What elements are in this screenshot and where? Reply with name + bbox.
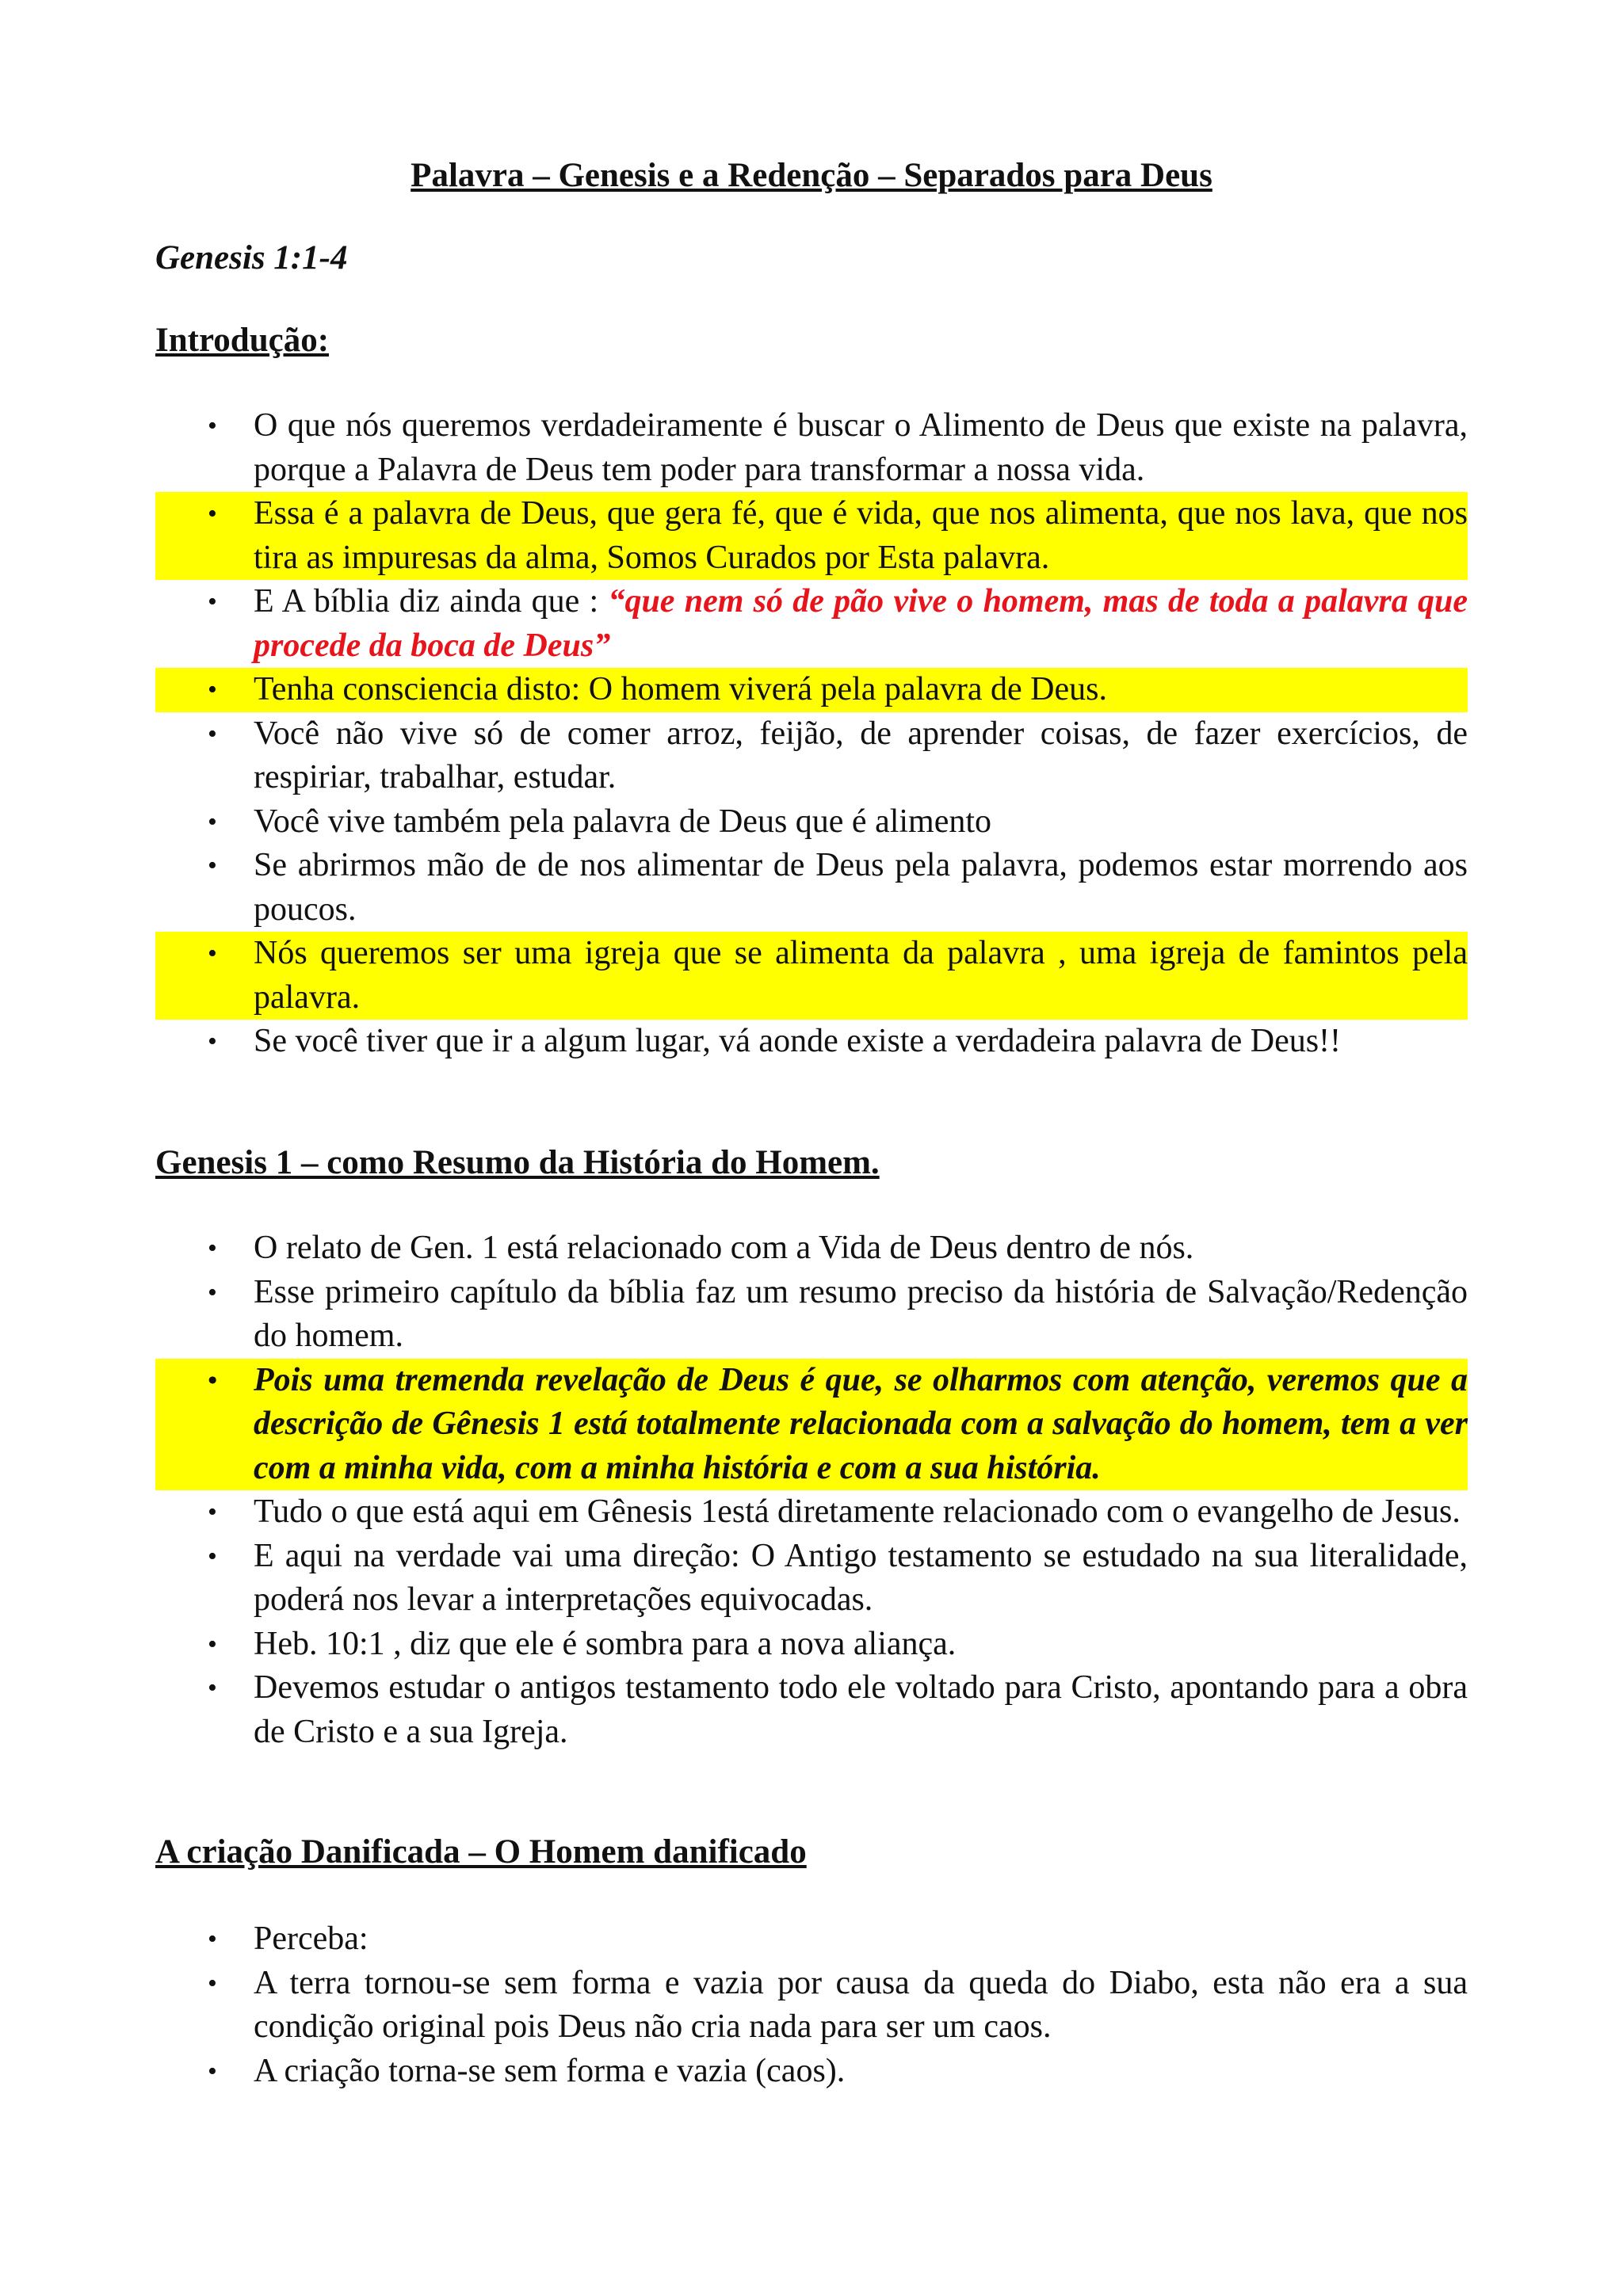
scripture-quote: “que nem só de pão vive o homem, mas de toda a palavra que procede da boca de Deus” xyxy=(254,583,1468,664)
list-item: • E aqui na verdade vai uma direção: O Antigo testamento se estudado na sua literalidade, poderá nos levar a interpretações equivocadas. xyxy=(155,1535,1468,1623)
list-item: • O que nós queremos verdadeiramente é buscar o Alimento de Deus que existe na palavra, porque a Palavra de Deus tem poder para transformar a nossa vida. xyxy=(155,404,1468,492)
list-item: • Perceba: xyxy=(155,1917,1468,1962)
list-item: • Tudo o que está aqui em Gênesis 1está diretamente relacionado com o evangelho de Jesus. xyxy=(155,1490,1468,1535)
list-item: • A terra tornou-se sem forma e vazia por causa da queda do Diabo, esta não era a sua condição original pois Deus não cria nada para ser um caos. xyxy=(155,1962,1468,2050)
bullet-icon: • xyxy=(208,499,217,528)
list-item-highlighted: • Nós queremos ser uma igreja que se alimenta da palavra , uma igreja de famintos pela palavra. xyxy=(155,932,1468,1020)
bullet-icon: • xyxy=(208,1629,217,1659)
list-item-highlighted: • Essa é a palavra de Deus, que gera fé, que é vida, que nos alimenta, que nos lava, que nos tira as impuresas da alma, Somos Curados por Esta palavra. xyxy=(155,492,1468,580)
intro-list xyxy=(155,404,1468,1064)
document-title: Palavra – Genesis e a Redenção – Separados para Deus xyxy=(411,157,1212,194)
bullet-icon: • xyxy=(208,1497,217,1527)
bullet-icon: • xyxy=(208,1968,217,1998)
genesis-heading: Genesis 1 – como Resumo da História do Homem. xyxy=(155,1144,880,1181)
bullet-icon: • xyxy=(208,1673,217,1703)
bullet-icon: • xyxy=(208,807,217,837)
list-item: • Heb. 10:1 , diz que ele é sombra para a nova aliança. xyxy=(155,1623,1468,1667)
bullet-icon: • xyxy=(208,1027,217,1056)
list-item-highlighted: • Pois uma tremenda revelação de Deus é que, se olharmos com atenção, veremos que a descrição de Gênesis 1 está totalmente relacionada com a salvação do homem, tem a ver com a minha vida, com a minha história e com a sua história. xyxy=(155,1359,1468,1491)
list-item-highlighted: • Tenha consciencia disto: O homem viverá pela palavra de Deus. xyxy=(155,668,1468,712)
bullet-icon: • xyxy=(208,675,217,704)
bullet-icon: • xyxy=(208,411,217,441)
list-item: • O relato de Gen. 1 está relacionado com a Vida de Deus dentro de nós. xyxy=(155,1226,1468,1271)
bullet-icon: • xyxy=(208,1234,217,1263)
intro-heading: Introdução: xyxy=(155,322,330,359)
scripture-reference: Genesis 1:1-4 xyxy=(155,239,348,277)
bullet-icon: • xyxy=(208,2056,217,2086)
list-item: • Você não vive só de comer arroz, feijão, de aprender coisas, de fazer exercícios, de respiriar, trabalhar, estudar. xyxy=(155,712,1468,800)
list-item: • A criação torna-se sem forma e vazia (caos). xyxy=(155,2050,1468,2094)
list-item-quote xyxy=(155,580,1468,668)
quote-prefix: E A bíblia diz ainda que : xyxy=(254,583,609,620)
list-item: • Você vive também pela palavra de Deus que é alimento xyxy=(155,800,1468,845)
bullet-icon: • xyxy=(208,939,217,968)
list-item: • Se abrirmos mão de de nos alimentar de Deus pela palavra, podemos estar morrendo aos poucos. xyxy=(155,844,1468,932)
bullet-icon: • xyxy=(208,851,217,880)
bullet-icon: • xyxy=(208,719,217,749)
genesis-list xyxy=(155,1226,1468,1754)
bullet-icon: • xyxy=(208,1924,217,1954)
bullet-icon: • xyxy=(208,1541,217,1571)
criacao-heading: A criação Danificada – O Homem danificado xyxy=(155,1833,807,1871)
list-item: • Devemos estudar o antigos testamento todo ele voltado para Cristo, apontando para a obra de Cristo e a sua Igreja. xyxy=(155,1666,1468,1754)
bullet-icon: • xyxy=(208,1365,217,1395)
criacao-list xyxy=(155,1917,1468,2093)
list-item: • Se você tiver que ir a algum lugar, vá aonde existe a verdadeira palavra de Deus!! xyxy=(155,1020,1468,1064)
bullet-icon: • xyxy=(208,1277,217,1307)
bullet-icon: • xyxy=(208,587,217,616)
list-item: • Esse primeiro capítulo da bíblia faz um resumo preciso da história de Salvação/Redenção do homem. xyxy=(155,1271,1468,1359)
